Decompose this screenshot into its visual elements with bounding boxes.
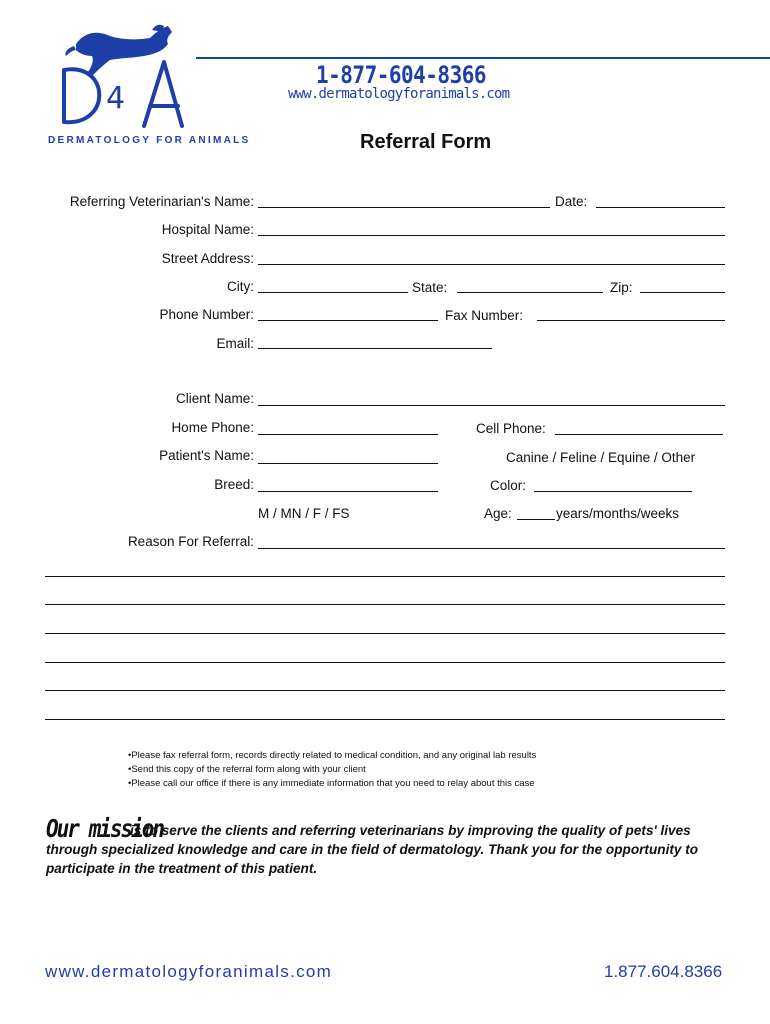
reason-line[interactable] — [45, 719, 725, 720]
phone-field[interactable] — [258, 320, 438, 321]
patient-label: Patient's Name: — [159, 448, 254, 463]
age-field[interactable] — [517, 519, 555, 520]
note-item: •Please call our office if there is any immediate information that you need to relay about this case — [128, 778, 535, 789]
sex-options[interactable]: M / MN / F / FS — [258, 506, 350, 521]
city-label: City: — [227, 279, 254, 294]
logo-letter-a — [144, 62, 182, 126]
header-rule — [196, 57, 770, 59]
hospital-label: Hospital Name: — [161, 222, 254, 237]
note-item: •Please fax referral form, records directly related to medical condition, and any original lab results — [128, 750, 537, 761]
species-options[interactable]: Canine / Feline / Equine / Other — [506, 450, 696, 465]
form-title: Referral Form — [360, 131, 492, 153]
header-url: www.dermatologyforanimals.com — [288, 86, 510, 102]
age-units: years/months/weeks — [556, 506, 680, 521]
fax-label: Fax Number: — [445, 308, 524, 323]
email-label: Email: — [216, 336, 254, 351]
note-item: •Send this copy of the referral form along with your client — [128, 764, 366, 775]
hospital-field[interactable] — [258, 235, 725, 236]
client-field[interactable] — [258, 405, 725, 406]
home-phone-label: Home Phone: — [171, 420, 254, 435]
reason-line[interactable] — [45, 576, 725, 577]
mission-line-1: is to serve the clients and referring veterinarians by improving the quality of pets' lives — [130, 823, 691, 838]
age-label: Age: — [484, 506, 512, 521]
reason-label: Reason For Referral: — [127, 534, 254, 549]
color-label: Color: — [490, 478, 527, 493]
logo-letter-d — [64, 69, 99, 122]
d4a-logo — [40, 22, 220, 152]
color-field[interactable] — [534, 491, 692, 492]
reason-line[interactable] — [45, 604, 725, 605]
street-label: Street Address: — [161, 251, 254, 266]
header-phone: 1-877-604-8366 — [316, 61, 487, 89]
cell-phone-label: Cell Phone: — [476, 421, 546, 436]
mission-line-3: participate in the treatment of this patient. — [46, 861, 318, 876]
date-field[interactable] — [596, 207, 725, 208]
zip-label: Zip: — [610, 280, 633, 295]
state-label: State: — [412, 280, 448, 295]
reason-line[interactable] — [45, 662, 725, 663]
reason-line[interactable] — [45, 633, 725, 634]
patient-field[interactable] — [258, 463, 438, 464]
state-field[interactable] — [457, 292, 603, 293]
home-phone-field[interactable] — [258, 434, 438, 435]
reason-field[interactable] — [258, 548, 725, 549]
referring-vet-label: Referring Veterinarian's Name: — [69, 194, 254, 209]
date-label: Date: — [555, 194, 588, 209]
client-label: Client Name: — [175, 391, 254, 406]
logo-digit-4: 4 — [106, 81, 126, 116]
dog-silhouette-icon — [76, 26, 172, 76]
mission-line-2: through specialized knowledge and care in the field of dermatology. Thank you for the opportunity to — [46, 842, 699, 857]
footer-phone: 1.877.604.8366 — [604, 962, 723, 981]
mission-heading: Our mission — [46, 814, 164, 843]
city-field[interactable] — [258, 292, 408, 293]
street-field[interactable] — [258, 264, 725, 265]
footer-url[interactable]: www.dermatologyforanimals.com — [45, 962, 333, 981]
zip-field[interactable] — [640, 292, 725, 293]
logo-subtitle: DERMATOLOGY FOR ANIMALS — [48, 135, 251, 146]
referring-vet-field[interactable] — [258, 207, 550, 208]
fax-field[interactable] — [537, 320, 725, 321]
cell-phone-field[interactable] — [555, 434, 723, 435]
breed-label: Breed: — [214, 477, 254, 492]
email-field[interactable] — [258, 348, 492, 349]
phone-label: Phone Number: — [159, 307, 254, 322]
breed-field[interactable] — [258, 491, 438, 492]
reason-line[interactable] — [45, 690, 725, 691]
